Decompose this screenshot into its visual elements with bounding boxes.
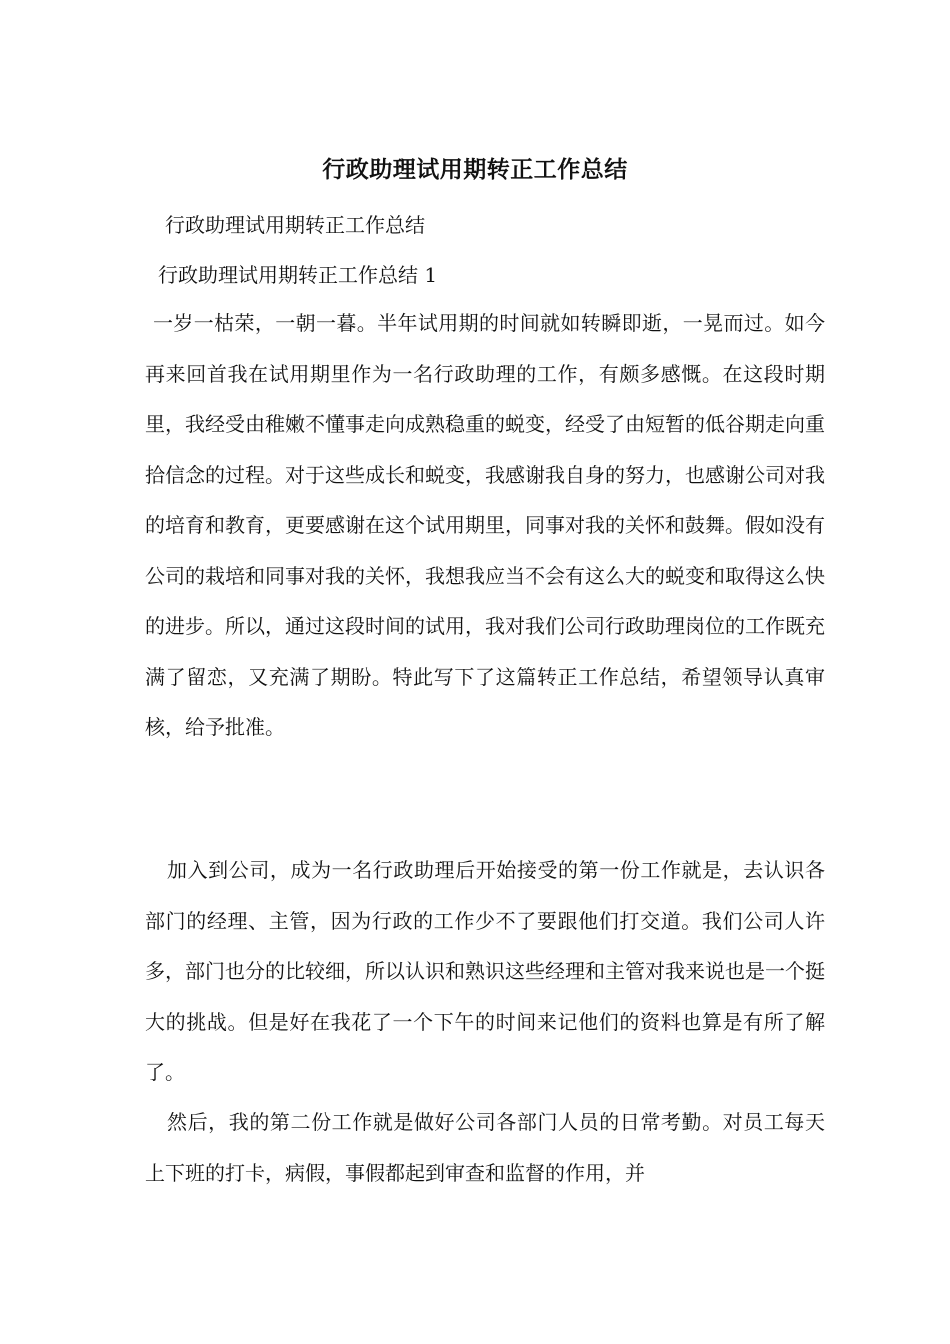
document-subtitle: 行政助理试用期转正工作总结 (165, 213, 425, 237)
body-paragraph-3: 然后，我的第二份工作就是做好公司各部门人员的日常考勤。对员工每天上下班的打卡，病假，事假都起到审查和监督的作用，并 (145, 1110, 825, 1185)
section-heading: 行政助理试用期转正工作总结 1 (158, 263, 438, 287)
body-paragraph-2: 加入到公司，成为一名行政助理后开始接受的第一份工作就是，去认识各部门的经理、主管，因为行政的工作少不了要跟他们打交道。我们公司人许多，部门也分的比较细，所以认识和熟识这些经理和主管对我来说也是一个挺大的挑战。但是好在我花了一个下午的时间来记他们的资料也算是有所了解了。 (145, 858, 825, 1084)
body-paragraph-1: 一岁一枯荣，一朝一暮。半年试用期的时间就如转瞬即逝，一晃而过。如今再来回首我在试用期里作为一名行政助理的工作，有颇多感慨。在这段时期里，我经受由稚嫩不懂事走向成熟稳重的蜕变，经受了由短暂的低谷期走向重拾信念的过程。对于这些成长和蜕变，我感谢我自身的努力，也感谢公司对我的培育和教育，更要感谢在这个试用期里，同事对我的关怀和鼓舞。假如没有公司的栽培和同事对我的关怀，我想我应当不会有这么大的蜕变和取得这么快的进步。所以，通过这段时间的试用，我对我们公司行政助理岗位的工作既充满了留恋，又充满了期盼。特此写下了这篇转正工作总结，希望领导认真审核，给予批准。 (145, 311, 825, 739)
document-title: 行政助理试用期转正工作总结 (322, 156, 628, 183)
